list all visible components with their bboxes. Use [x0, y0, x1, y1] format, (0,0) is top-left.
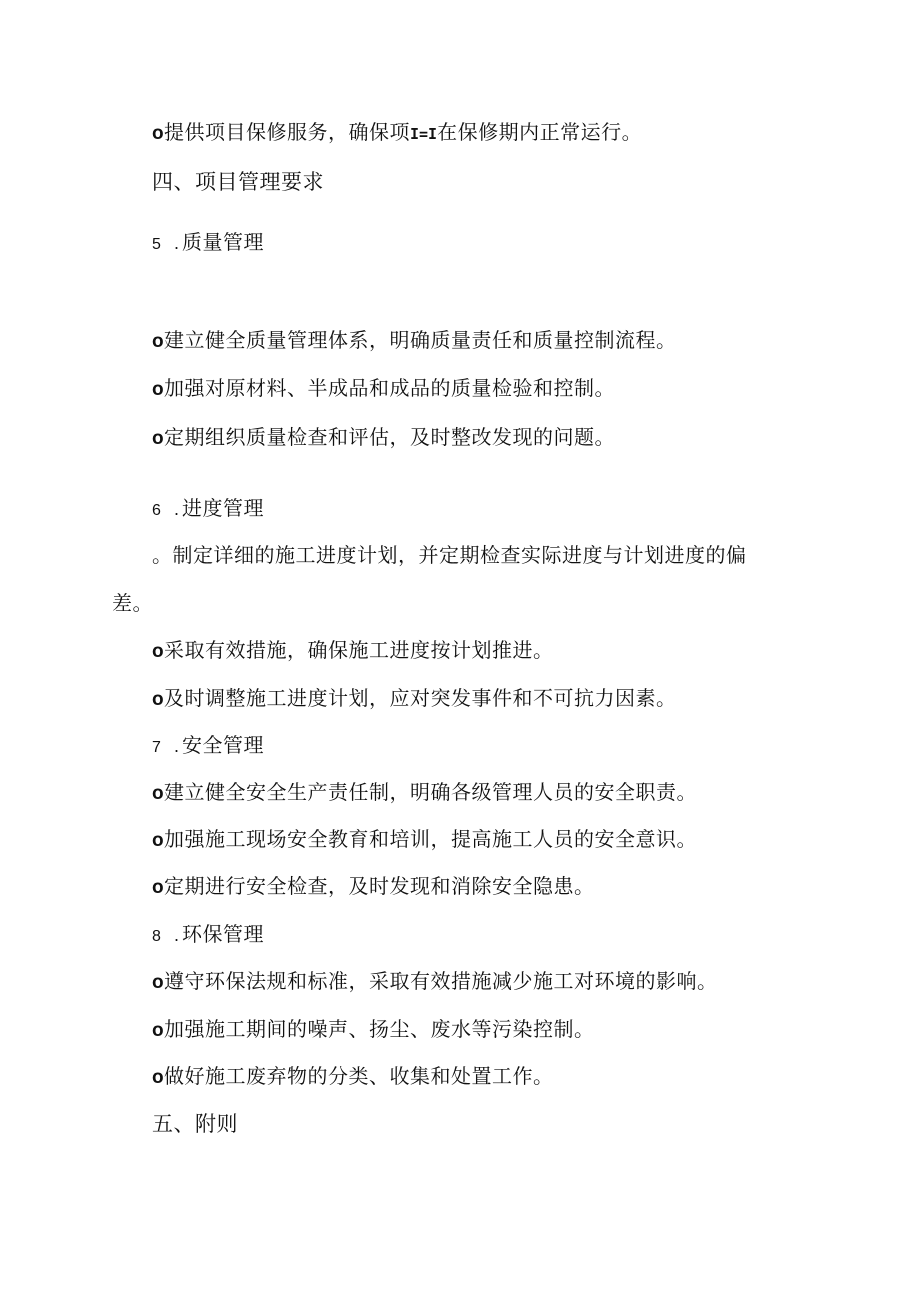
- list-item: [152, 825, 697, 855]
- intro-code-text: I=I: [410, 125, 438, 143]
- list-item: [152, 374, 615, 404]
- list-item-text: 加强施工期间的噪声、扬尘、废水等污染控制。: [164, 1017, 595, 1041]
- bullet-marker: o: [152, 331, 164, 352]
- intro-text-before: 提供项目保修服务，确保项: [164, 120, 410, 144]
- section-heading-5: 五、附则: [152, 1112, 238, 1136]
- subsection-number: 7: [152, 739, 162, 756]
- list-item: [152, 636, 554, 666]
- subsection-dot: .: [174, 499, 180, 519]
- intro-list-item: [152, 118, 642, 148]
- subsection-heading-safety: [152, 731, 264, 762]
- list-item-text: 加强对原材料、半成品和成品的质量检验和控制。: [164, 376, 615, 400]
- subsection-heading-schedule: [152, 494, 264, 525]
- list-item-text: 加强施工现场安全教育和培训，提高施工人员的安全意识。: [164, 827, 697, 851]
- bullet-marker: o: [152, 972, 164, 993]
- list-item: [152, 967, 718, 997]
- subsection-heading-quality: [152, 228, 264, 259]
- subsection-title: 质量管理: [182, 230, 264, 254]
- subsection-title: 安全管理: [182, 733, 264, 757]
- subsection-dot: .: [174, 925, 180, 945]
- list-item-text: 及时调整施工进度计划，应对突发事件和不可抗力因素。: [164, 686, 677, 710]
- bullet-marker: o: [152, 830, 164, 851]
- list-item-text: 采取有效措施，确保施工进度按计划推进。: [164, 638, 554, 662]
- list-item: [152, 872, 595, 902]
- bullet-marker: o: [152, 689, 164, 710]
- subsection-heading-environment: [152, 920, 264, 951]
- subsection-number: 8: [152, 928, 162, 945]
- list-item: [152, 423, 615, 453]
- list-item: [152, 778, 697, 808]
- list-item-text: 定期组织质量检查和评估，及时整改发现的问题。: [164, 425, 615, 449]
- subsection-number: 5: [152, 236, 162, 253]
- intro-text-after: 在保修期内正常运行。: [437, 120, 643, 144]
- bullet-marker: o: [152, 1067, 164, 1088]
- list-item-text: 遵守环保法规和标准，采取有效措施减少施工对环境的影响。: [164, 969, 718, 993]
- subsection-dot: .: [174, 233, 180, 253]
- list-item-text: 建立健全安全生产责任制，明确各级管理人员的安全职责。: [164, 780, 697, 804]
- list-item: [152, 684, 677, 714]
- bullet-marker: o: [152, 1020, 164, 1041]
- bullet-marker: o: [152, 783, 164, 804]
- list-item-text: 做好施工废弃物的分类、收集和处置工作。: [164, 1064, 554, 1088]
- subsection-title: 进度管理: [182, 496, 264, 520]
- bullet-marker: o: [152, 641, 164, 662]
- list-item-text: 建立健全质量管理体系，明确质量责任和质量控制流程。: [164, 328, 677, 352]
- list-item: [152, 1062, 554, 1092]
- list-item: [152, 1015, 595, 1045]
- subsection-dot: .: [174, 736, 180, 756]
- section-heading-4: 四、项目管理要求: [152, 170, 324, 194]
- bullet-marker: o: [152, 877, 164, 898]
- list-item-text: 定期进行安全检查，及时发现和消除安全隐患。: [164, 874, 595, 898]
- bullet-marker: o: [152, 123, 164, 144]
- subsection-number: 6: [152, 502, 162, 519]
- subsection-title: 环保管理: [182, 922, 264, 946]
- bullet-marker: o: [152, 379, 164, 400]
- bullet-marker: o: [152, 428, 164, 449]
- list-item-wrapped-line2: 差。: [112, 591, 153, 615]
- list-item-wrapped-line1: 。制定详细的施工进度计划，并定期检查实际进度与计划进度的偏: [152, 543, 747, 567]
- list-item: [152, 326, 677, 356]
